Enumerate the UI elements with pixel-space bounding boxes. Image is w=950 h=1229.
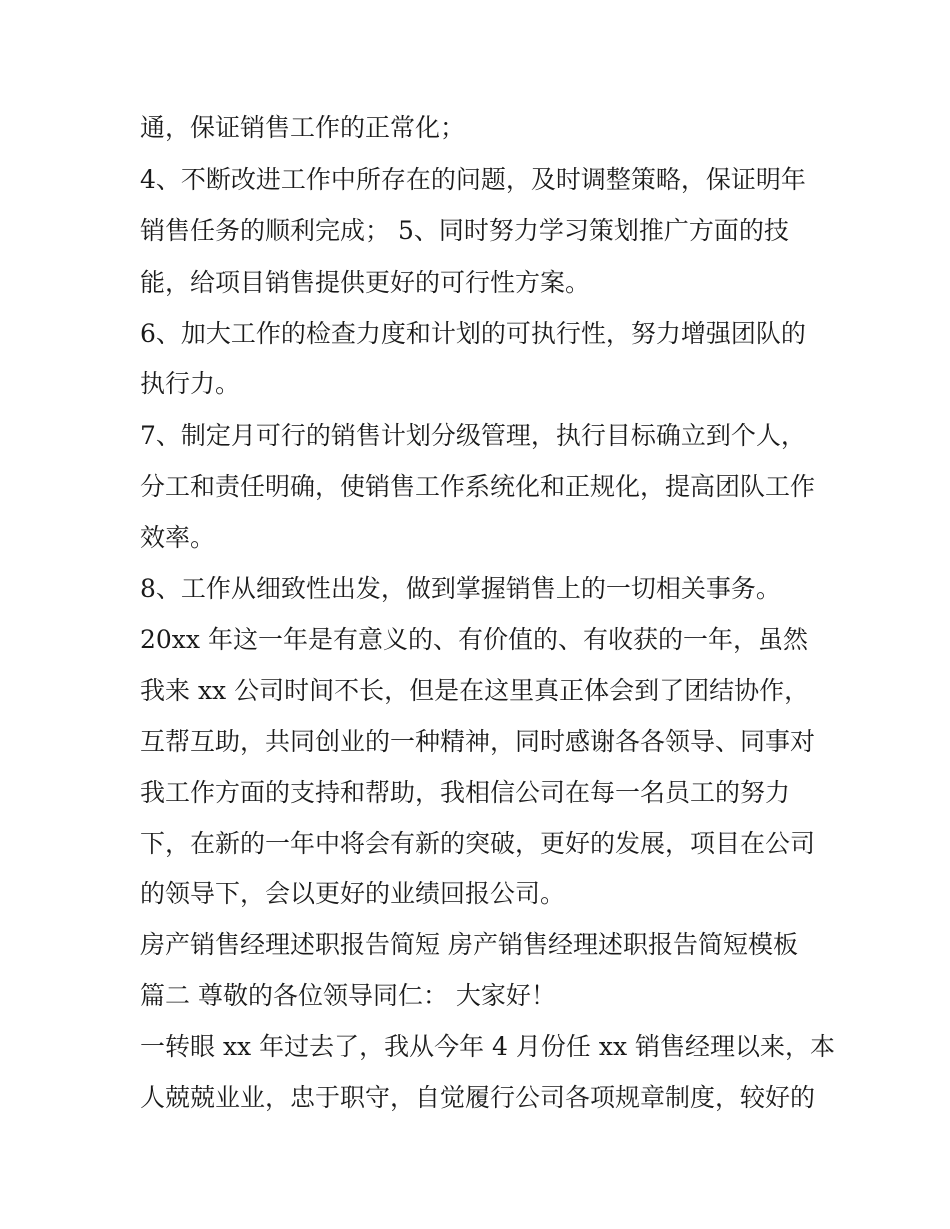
text-line: 下，在新的一年中将会有新的突破，更好的发展，项目在公司 (140, 829, 816, 858)
text-line: 我来 xx 公司时间不长，但是在这里真正体会到了团结协作， (140, 676, 810, 705)
text-line: 房产销售经理述职报告简短 房产销售经理述职报告简短模板 (140, 930, 798, 959)
text-line: 互帮互助，共同创业的一种精神，同时感谢各各领导、同事对 (140, 727, 816, 756)
text-line: 销售任务的顺利完成； 5、同时努力学习策划推广方面的技 (140, 216, 789, 245)
text-line: 4、不断改进工作中所存在的问题，及时调整策略，保证明年 (140, 165, 806, 194)
text-line: 8、工作从细致性出发，做到掌握销售上的一切相关事务。 (140, 574, 781, 603)
text-line: 人兢兢业业，忠于职守，自觉履行公司各项规章制度，较好的 (140, 1083, 816, 1112)
text-line: 一转眼 xx 年过去了，我从今年 4 月份任 xx 销售经理以来，本 (140, 1032, 835, 1061)
text-line: 篇二 尊敬的各位领导同仁： 大家好！ (140, 981, 556, 1010)
text-line: 我工作方面的支持和帮助，我相信公司在每一名员工的努力 (140, 778, 791, 807)
text-line: 效率。 (140, 523, 216, 552)
text-line: 执行力。 (140, 369, 241, 398)
text-line: 分工和责任明确，使销售工作系统化和正规化，提高团队工作 (140, 472, 816, 501)
text-line: 的领导下，会以更好的业绩回报公司。 (140, 879, 566, 908)
text-line: 7、制定月可行的销售计划分级管理，执行目标确立到个人， (140, 421, 806, 450)
text-line: 6、加大工作的检查力度和计划的可执行性，努力增强团队的 (140, 319, 806, 348)
text-line: 通，保证销售工作的正常化； (140, 113, 466, 142)
text-line: 能，给项目销售提供更好的可行性方案。 (140, 268, 591, 297)
text-line: 20xx 年这一年是有意义的、有价值的、有收获的一年，虽然 (140, 625, 808, 654)
